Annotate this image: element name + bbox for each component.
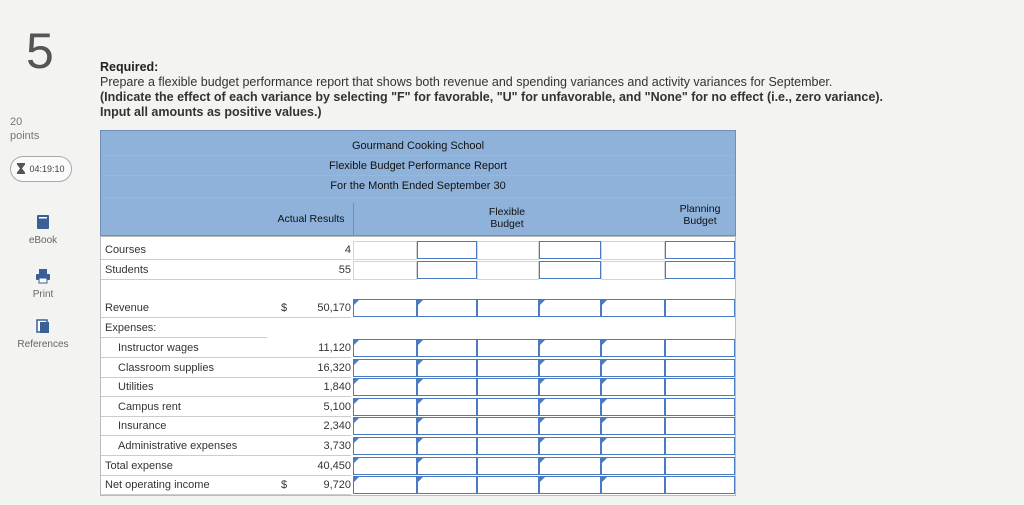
variance-select[interactable]	[539, 457, 601, 475]
variance-select[interactable]	[601, 339, 665, 357]
variance-select[interactable]	[353, 378, 417, 396]
ebook-button[interactable]	[10, 214, 76, 246]
amount-input[interactable]	[665, 437, 735, 455]
actual-value: 3,730	[267, 437, 351, 456]
currency-symbol: $	[281, 479, 288, 491]
variance-select[interactable]	[417, 476, 477, 494]
variance-select[interactable]	[353, 398, 417, 416]
expense-row	[101, 437, 737, 456]
activity-row	[101, 261, 737, 280]
report-period: For the Month Ended September 30	[330, 180, 506, 192]
column-flexible-budget: Flexible Budget	[488, 206, 526, 230]
currency-symbol: $	[281, 302, 288, 314]
report-header	[100, 130, 736, 236]
variance-select[interactable]	[417, 339, 477, 357]
amount-input[interactable]	[477, 457, 539, 475]
actual-value: 40,450	[267, 457, 351, 476]
amount-input[interactable]	[665, 457, 735, 475]
empty-cell	[353, 261, 417, 280]
amount-input[interactable]	[477, 339, 539, 357]
row-label: Revenue	[105, 302, 150, 314]
actual-value: 4	[267, 241, 351, 260]
amount-input[interactable]	[665, 241, 735, 259]
row-label: Insurance	[118, 420, 167, 433]
variance-select[interactable]	[539, 299, 601, 317]
variance-select[interactable]	[417, 398, 477, 416]
variance-select[interactable]	[353, 457, 417, 475]
actual-value: 2,340	[267, 417, 351, 436]
column-actual-results: Actual Results	[277, 213, 345, 225]
variance-select[interactable]	[601, 476, 665, 494]
actual-value: 16,320	[267, 359, 351, 378]
amount-input[interactable]	[477, 299, 539, 317]
references-label: References	[17, 339, 69, 350]
points-value	[10, 115, 39, 143]
expense-row	[101, 398, 737, 417]
variance-select[interactable]	[417, 457, 477, 475]
variance-select[interactable]	[417, 417, 477, 435]
report-title: Flexible Budget Performance Report	[329, 160, 507, 172]
question-number: 5	[26, 23, 54, 79]
variance-select[interactable]	[601, 437, 665, 455]
ebook-label: eBook	[28, 235, 58, 246]
book-icon	[10, 214, 76, 233]
variance-select[interactable]	[601, 359, 665, 377]
row-label: Instructor wages	[118, 342, 199, 354]
amount-input[interactable]	[539, 261, 601, 279]
activity-row	[101, 241, 737, 260]
hourglass-icon	[17, 163, 25, 176]
empty-cell	[477, 241, 539, 260]
variance-select[interactable]	[601, 299, 665, 317]
amount-input[interactable]	[665, 359, 735, 377]
expense-row	[101, 417, 737, 436]
amount-input[interactable]	[477, 398, 539, 416]
report-body	[100, 236, 736, 496]
expense-row	[101, 359, 737, 378]
variance-select[interactable]	[417, 359, 477, 377]
references-button[interactable]	[10, 318, 76, 350]
instructions-note: (Indicate the effect of each variance by selecting "F" for favorable, "U" for unfavorable, and "None" for no effect (i.e., zero variance). Input all amounts as positive values.)	[100, 90, 883, 119]
variance-select[interactable]	[539, 476, 601, 494]
amount-input[interactable]	[539, 241, 601, 259]
row-label: Students	[105, 264, 149, 276]
amount-input[interactable]	[665, 398, 735, 416]
row-label: Campus rent	[118, 400, 181, 413]
amount-input[interactable]	[477, 417, 539, 435]
variance-select[interactable]	[353, 437, 417, 455]
amount-input[interactable]	[417, 241, 477, 259]
variance-select[interactable]	[539, 398, 601, 416]
variance-select[interactable]	[539, 339, 601, 357]
amount-input[interactable]	[665, 339, 735, 357]
variance-select[interactable]	[601, 398, 665, 416]
points-number: 20	[10, 116, 23, 128]
actual-value: 5,100	[267, 398, 351, 417]
variance-select[interactable]	[353, 359, 417, 377]
actual-value: 55	[267, 261, 351, 280]
amount-input[interactable]	[665, 261, 735, 279]
column-planning-budget: Planning Budget	[679, 203, 721, 227]
expenses-heading-row	[101, 319, 737, 338]
total-expense-row	[101, 457, 737, 476]
variance-select[interactable]	[353, 299, 417, 317]
variance-select[interactable]	[417, 378, 477, 396]
actual-value: 1,840	[267, 378, 351, 397]
row-label: Expenses:	[105, 322, 157, 334]
amount-input[interactable]	[665, 417, 735, 435]
print-label: Print	[32, 289, 54, 300]
row-label: Net operating income	[105, 479, 210, 491]
row-label: Administrative expenses	[118, 440, 238, 452]
row-label: Classroom supplies	[118, 361, 214, 374]
actual-value: 11,120	[267, 339, 351, 358]
variance-select[interactable]	[353, 476, 417, 494]
amount-input[interactable]	[665, 299, 735, 317]
empty-cell	[477, 261, 539, 280]
variance-select[interactable]	[601, 378, 665, 396]
instructions-heading: Required:	[100, 60, 159, 74]
amount-input[interactable]	[477, 378, 539, 396]
amount-input[interactable]	[477, 359, 539, 377]
points-label: points	[10, 130, 40, 142]
timer-text: 04:19:10	[29, 164, 65, 174]
actual-value: 9,720	[267, 476, 351, 495]
row-label: Courses	[105, 244, 146, 256]
variance-select[interactable]	[353, 339, 417, 357]
net-operating-income-row	[101, 476, 737, 495]
row-label: Utilities	[118, 381, 154, 394]
empty-cell	[601, 241, 665, 260]
variance-select[interactable]	[601, 457, 665, 475]
variance-select[interactable]	[601, 417, 665, 435]
print-button[interactable]	[10, 268, 76, 300]
empty-cell	[601, 261, 665, 280]
instructions-body: Prepare a flexible budget performance report that shows both revenue and spending variances and activity variances for September.	[100, 75, 833, 89]
amount-input[interactable]	[665, 476, 735, 494]
variance-select[interactable]	[539, 359, 601, 377]
references-icon	[10, 318, 76, 337]
amount-input[interactable]	[417, 261, 477, 279]
instructions	[100, 60, 900, 120]
expense-row	[101, 339, 737, 358]
printer-icon	[10, 268, 76, 287]
actual-value: 50,170	[267, 299, 351, 318]
row-label: Total expense	[105, 460, 173, 472]
report-company: Gourmand Cooking School	[351, 140, 485, 152]
empty-cell	[353, 241, 417, 260]
variance-select[interactable]	[539, 437, 601, 455]
revenue-row	[101, 299, 737, 318]
amount-input[interactable]	[477, 437, 539, 455]
variance-select[interactable]	[353, 417, 417, 435]
timer[interactable]	[10, 156, 72, 182]
amount-input[interactable]	[477, 476, 539, 494]
variance-select[interactable]	[539, 378, 601, 396]
amount-input[interactable]	[665, 378, 735, 396]
variance-select[interactable]	[417, 299, 477, 317]
variance-select[interactable]	[539, 417, 601, 435]
variance-select[interactable]	[417, 437, 477, 455]
expense-row	[101, 378, 737, 397]
